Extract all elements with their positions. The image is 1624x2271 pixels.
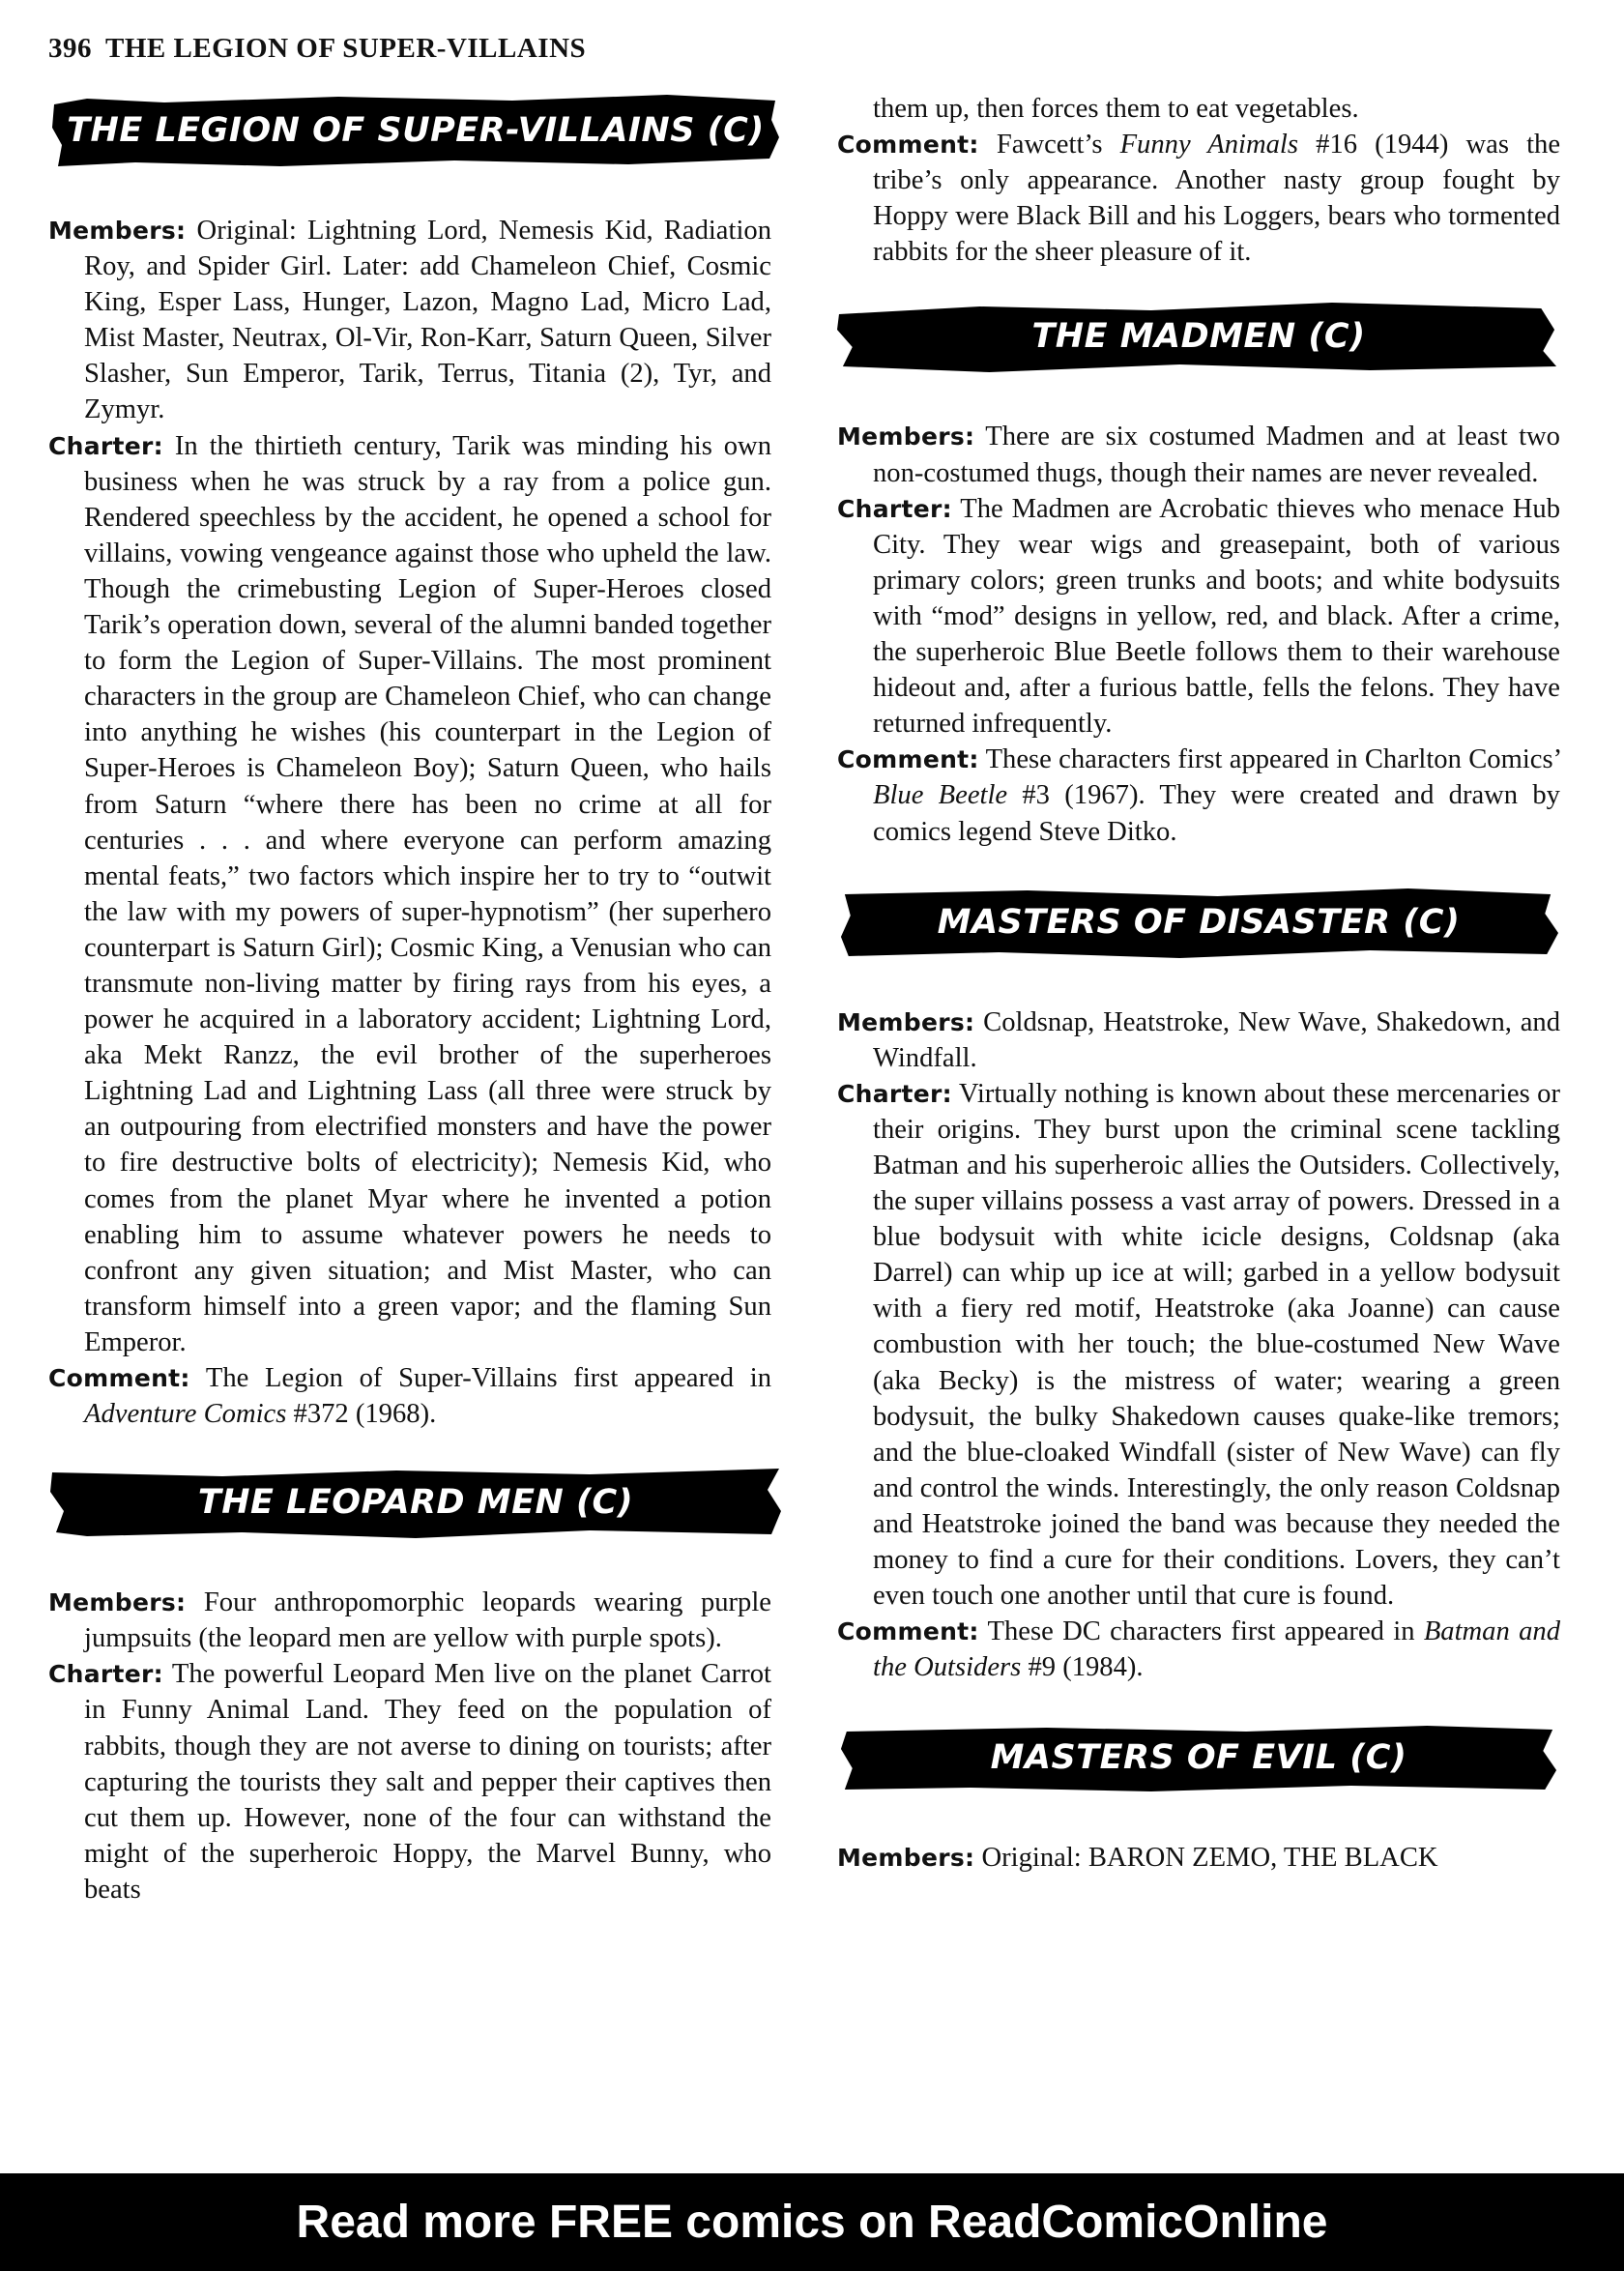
entry-masters-of-disaster [837,1004,1560,1686]
members-paragraph [837,1004,1560,1076]
charter-text: The Madmen are Acrobatic thieves who menace Hub City. They wear wigs and greasepaint, both of various primary colors; green trunks and boots; and white bodysuits with “mod” designs in yellow, red, and black. After a crime, the superheroic Blue Beetle follows them to their warehouse hideout and, after a furious battle, fells the felons. They have returned infrequently. [873,493,1560,740]
charter-label: Charter: [48,431,163,460]
members-label: Members: [48,217,187,245]
members-text: There are six costumed Madmen and at least two non-costumed thugs, though their names are never revealed. [873,422,1560,488]
entry-leopard-men-continued [837,91,1560,127]
section-title: THE MADMEN (C) [1031,317,1366,357]
charter-label: Charter: [837,1079,952,1108]
entry-masters-of-evil [837,1840,1560,1876]
comment-paragraph [837,127,1560,270]
comment-text-pre: These characters first appeared in Charlton Comics’ [985,744,1560,775]
section-title: THE LEOPARD MEN (C) [197,1483,634,1523]
charter-text: In the thirtieth century, Tarik was minding his own business when he was struck by a ray from a police gun. Rendered speechless by the accident, he opened a school for villains, vowing vengeance against those who upheld the law. Though the crimebusting Legion of Super-Heroes closed Tarik’s operation down, several of the alumni banded together to form the Legion of Super-Villains. The most prominent characters in the group are Chameleon Chief, who can change into anything he wishes (his counterpart in the Legion of Super-Heroes is Chameleon Boy); Saturn Queen, who hails from Saturn “where there has been no crime at all for centuries . . . and where everyone can perform amazing mental feats,” two factors which inspire her to try to “outwit the law with my powers of super-hypnotism” (her superhero counterpart is Saturn Girl); Cosmic King, a Venusian who can transmute non-living matter by firing rays from his eyes, a power he acquired in a laboratory accident; Lightning Lord, aka Mekt Ranzz, the evil brother of the superheroes Lightning Lad and Lightning Lass (all three were struck by an outpouring from electrified monsters and have the power to fire destructive bolts of electricity); Nemesis Kid, who comes from the planet Myar where he invented a potion enabling him to assume whatever powers he needs to confront any given situation; and Mist Master, who can transform himself into a green vapor; and the flaming Sun Emperor. [84,430,771,1357]
section-title: THE LEGION OF SUPER-VILLAINS (C) [67,111,765,150]
charter-paragraph [48,428,771,1360]
left-column [48,97,771,1907]
comment-text-post: #9 (1984). [1021,1652,1144,1683]
members-text: Original: BARON ZEMO, THE BLACK [981,1843,1438,1874]
section-title: MASTERS OF DISASTER (C) [937,902,1461,942]
footer-link-text[interactable]: Read more FREE comics on ReadComicOnline [296,2197,1328,2248]
charter-paragraph [837,1076,1560,1614]
running-head [48,33,586,65]
page-number: 396 [48,33,92,64]
comment-comic-title: Funny Animals [1119,130,1298,160]
section-banner-masters-of-disaster [837,883,1560,962]
section-banner-leopard-men [48,1463,783,1542]
entry-legion-of-super-villains [48,213,771,1432]
entry-leopard-men [48,1585,771,1907]
comment-paragraph [48,1360,771,1432]
charter-text: The powerful Leopard Men live on the planet Carrot in Funny Animal Land. They feed on the population of rabbits, though they are not averse to dining on tourists; after capturing the tourists they salt and pepper their captives then cut them up. However, none of the four can withstand the might of the superheroic Hoppy, the Marvel Bunny, who beats [84,1659,771,1905]
comment-text-post: #372 (1968). [286,1399,437,1430]
section-banner-madmen [837,297,1560,376]
comment-label: Comment: [48,1364,190,1392]
charter-text: Virtually nothing is known about these mercenaries or their origins. They burst upon the criminal scene tackling Batman and his superheroic allies the Outsiders. Collectively, the super villains possess a vast array of powers. Dressed in a blue bodysuit with white icicle designs, Coldsnap (aka Darrel) can whip up ice at will; garbed in a yellow bodysuit with a fiery red motif, Heatstroke (aka Joanne) can cause combustion with her touch; the blue-costumed New Wave (aka Becky) is the mistress of water; wearing a green bodysuit, the bulky Shakedown causes quake-like tremors; and the blue-cloaked Windfall (sister of New Wave) can fly and control the winds. Interestingly, the only reason Coldsnap and Heatstroke joined the band was because they needed the money to find a cure for their conditions. Lovers, they can’t even touch one another until that cure is found. [873,1078,1561,1612]
members-text: Coldsnap, Heatstroke, New Wave, Shakedown, and Windfall. [873,1006,1560,1073]
members-label: Members: [837,1844,975,1873]
members-paragraph [837,419,1560,490]
comment-label: Comment: [837,131,979,160]
charter-paragraph [48,1656,771,1907]
members-label: Members: [837,422,975,451]
comment-label: Comment: [837,745,979,774]
members-label: Members: [837,1007,975,1036]
section-banner-legion [48,91,783,170]
charter-paragraph [837,491,1560,742]
comment-label: Comment: [837,1617,979,1646]
charter-continuation [837,91,1560,127]
comment-text-pre: Fawcett’s [996,130,1120,160]
right-column [837,94,1561,1876]
comment-text-pre: These DC characters first appeared in [987,1616,1424,1647]
comment-text-pre: The Legion of Super-Villains first appeared in [205,1363,771,1393]
members-paragraph [48,213,771,428]
charter-text: them up, then forces them to eat vegetables. [873,94,1359,124]
members-text: Four anthropomorphic leopards wearing purple jumpsuits (the leopard men are yellow with purple spots). [84,1587,771,1654]
comment-paragraph [837,742,1560,849]
members-paragraph [837,1840,1560,1876]
footer-banner[interactable] [0,2173,1624,2271]
charter-label: Charter: [837,494,952,523]
charter-label: Charter: [48,1660,163,1689]
members-text: Original: Lightning Lord, Nemesis Kid, Radiation Roy, and Spider Girl. Later: add Chameleon Chief, Cosmic King, Esper Lass, Hunger, Lazon, Magno Lad, Micro Lad, Mist Master, Neutrax, Ol-Vir, Ron-Karr, Saturn Queen, Silver Slasher, Sun Emperor, Tarik, Terrus, Titania (2), Tyr, and Zymyr. [84,216,771,425]
comment-comic-title: Blue Beetle [873,780,1008,811]
entry-madmen [837,419,1560,849]
comment-comic-title: Adventure Comics [84,1399,287,1430]
section-title: MASTERS OF EVIL (C) [990,1738,1407,1778]
comment-text-post: #16 (1944) was the tribe’s only appearance. Another nasty group fought by Hoppy were Black Bill and his Loggers, bears who tormented rabbits for the sheer pleasure of it. [873,130,1561,268]
entry-leopard-men-comment [837,127,1560,270]
comment-comic-title: Batman and the Outsiders [873,1616,1560,1683]
comment-text-post: #3 (1967). They were created and drawn by comics legend Steve Ditko. [873,780,1560,847]
members-paragraph [48,1585,771,1656]
comment-paragraph [837,1614,1560,1685]
running-title: THE LEGION OF SUPER-VILLAINS [105,33,587,64]
section-banner-masters-of-evil [837,1718,1560,1797]
members-label: Members: [48,1588,187,1617]
